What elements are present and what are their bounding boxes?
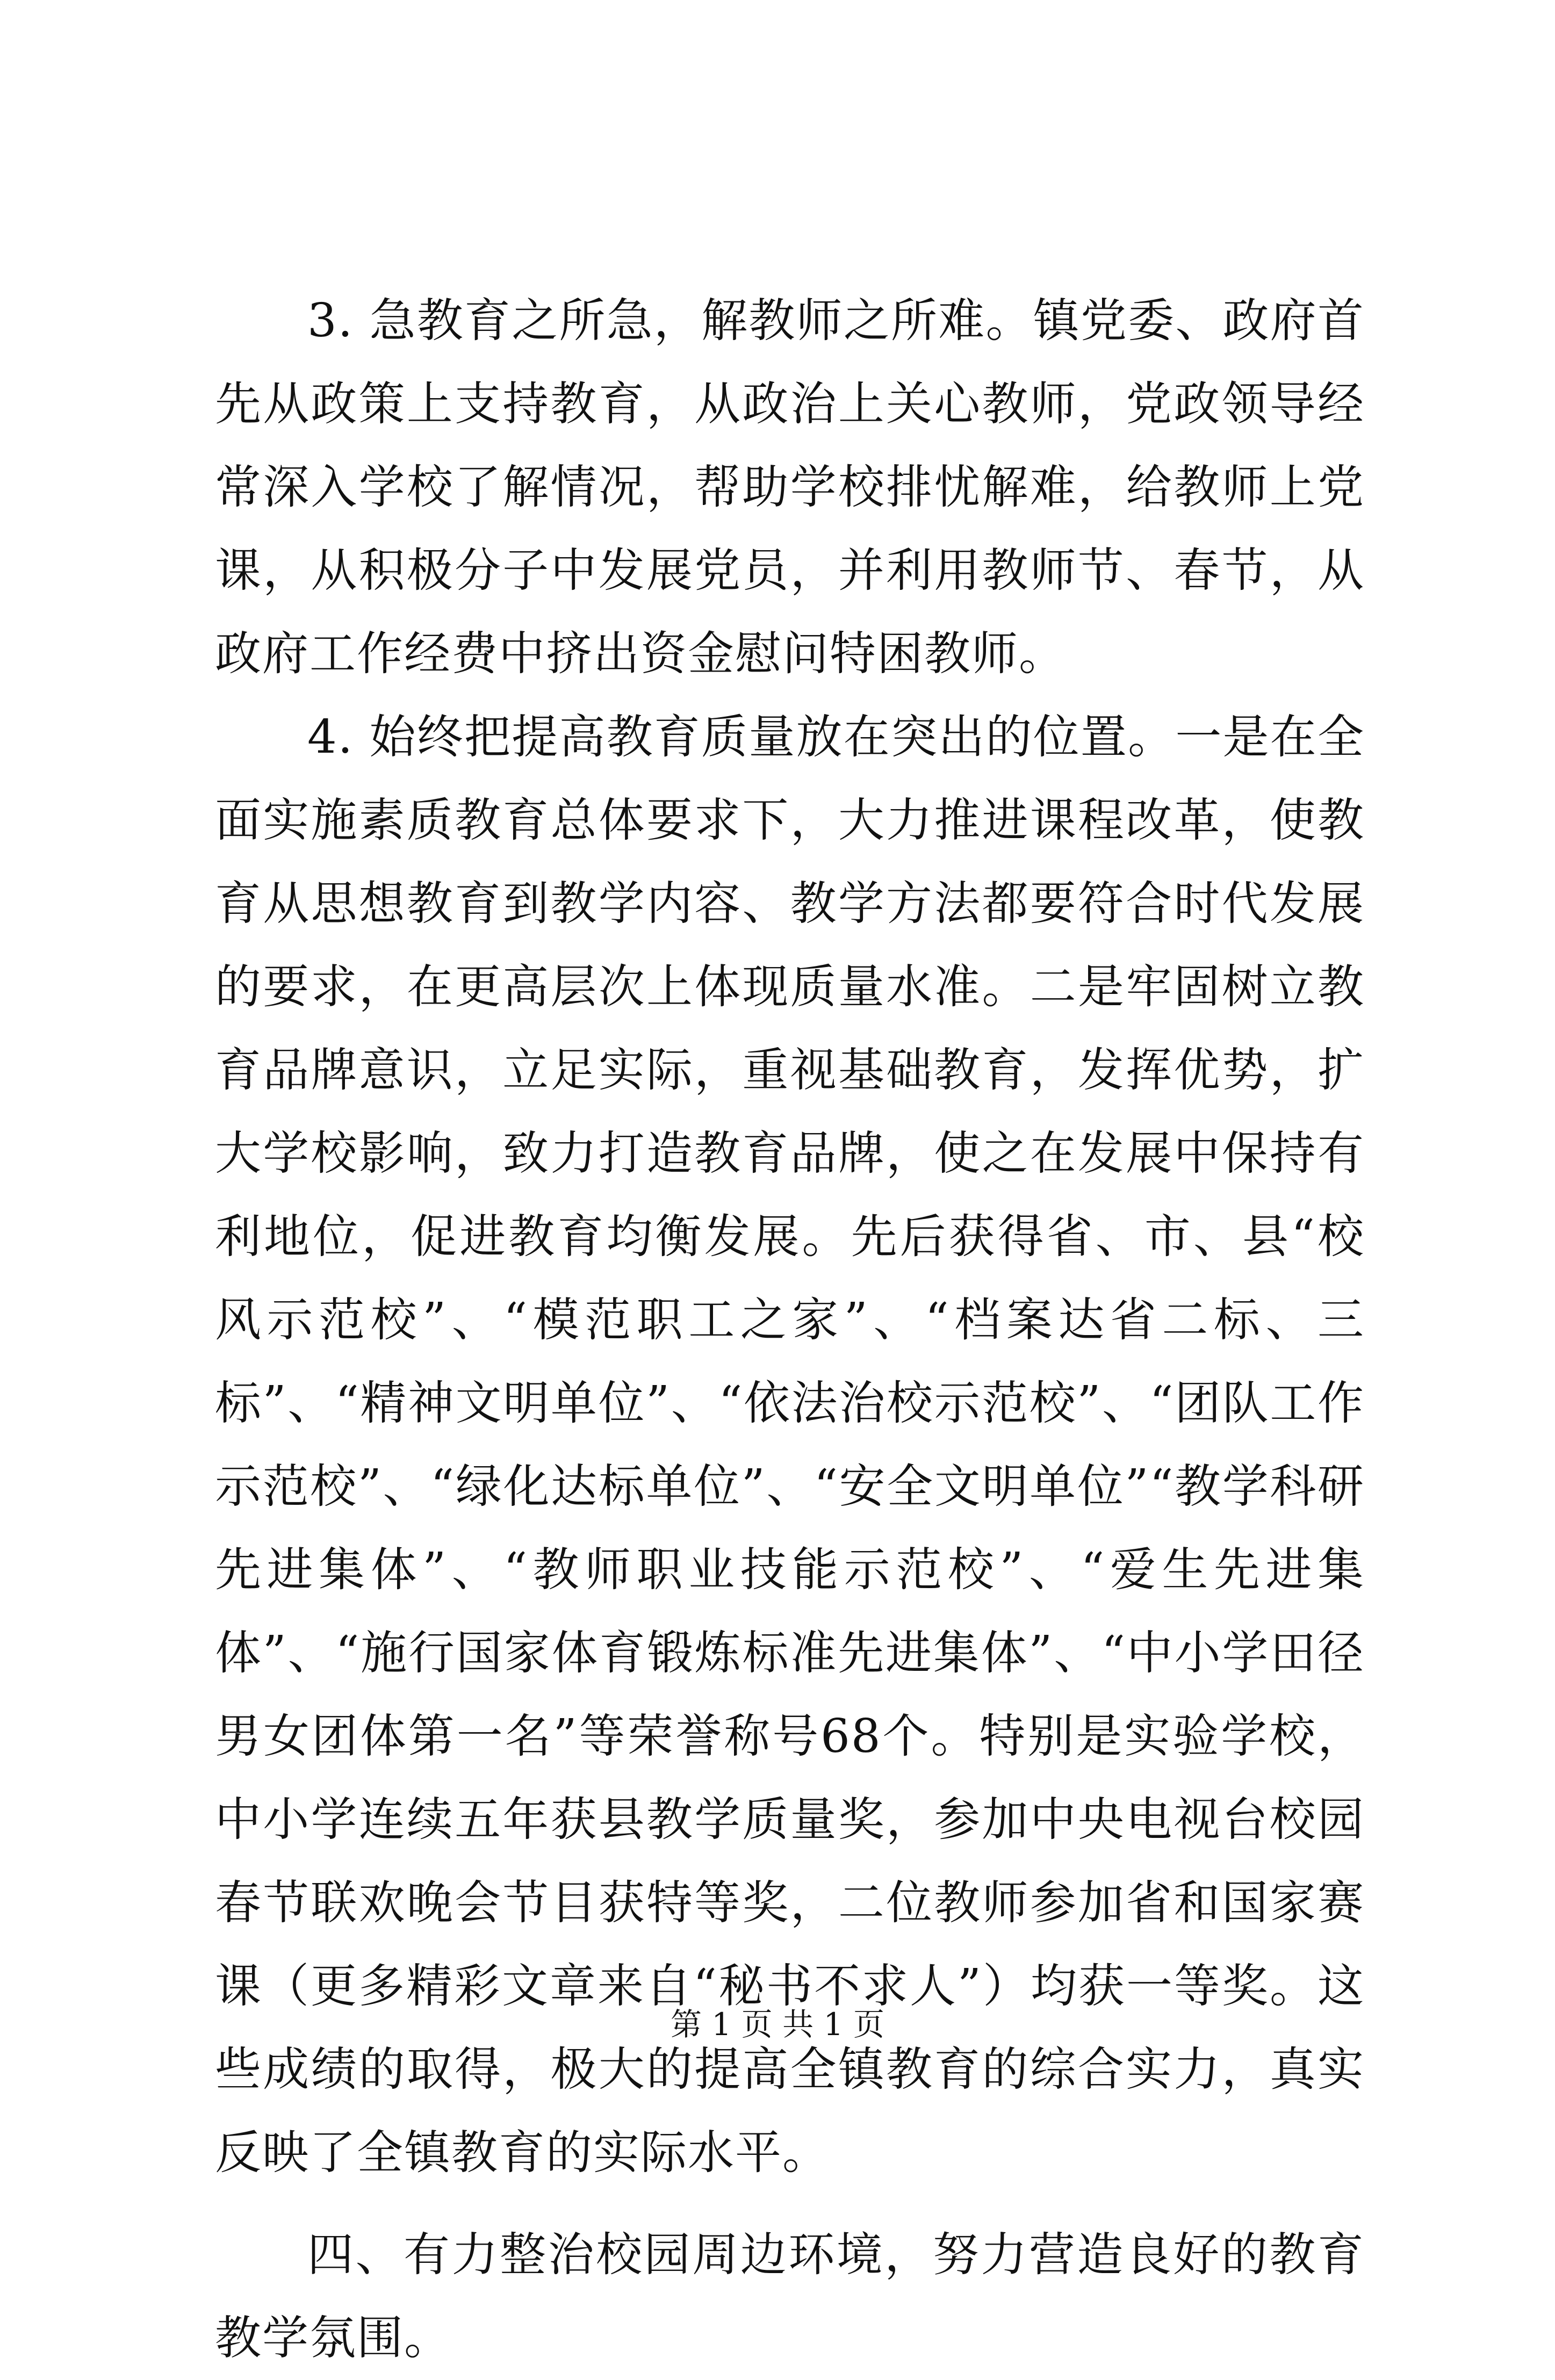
paragraph-spacer <box>215 2195 1365 2213</box>
section-heading-four: 四、有力整治校园周边环境，努力营造良好的教育教学氛围。 <box>215 2228 1365 2365</box>
paragraph-item-3: 3. 急教育之所急，解教师之所难。镇党委、政府首先从政策上支持教育，从政治上关心教师，党政领导经常深入学校了解情况，帮助学校排忧解难，给教师上党课，从积极分子中发展党员，并利用教师节、春节，从政府工作经费中挤出资金慰问特困教师。 <box>215 294 1365 681</box>
document-body <box>215 279 1365 2380</box>
paragraph-item-4: 4. 始终把提高教育质量放在突出的位置。一是在全面实施素质教育总体要求下，大力推进课程改革，使教育从思想教育到教学内容、教学方法都要符合时代发展的要求，在更高层次上体现质量水准。二是牢固树立教育品牌意识，立足实际，重视基础教育，发挥优势，扩大学校影响，致力打造教育品牌，使之在发展中保持有利地位，促进教育均衡发展。先后获得省、市、县“校风示范校”、“模范职工之家”、“档案达省二标、三标”、“精神文明单位”、“依法治校示范校”、“团队工作示范校”、“绿化达标单位”、“安全文明单位”“教学科研先进集体”、“教师职业技能示范校”、“爱生先进集体”、“施行国家体育锻炼标准先进集体”、“中小学田径男女团体第一名”等荣誉称号68个。特别是实验学校，中小学连续五年获县教学质量奖，参加中央电视台校园春节联欢晚会节目获特等奖，二位教师参加省和国家赛课（更多精彩文章来自“秘书不求人”）均获一等奖。这些成绩的取得，极大的提高全镇教育的综合实力，真实反映了全镇教育的实际水平。 <box>215 710 1365 2180</box>
page-footer: 第 1 页 共 1 页 <box>671 2006 884 2043</box>
